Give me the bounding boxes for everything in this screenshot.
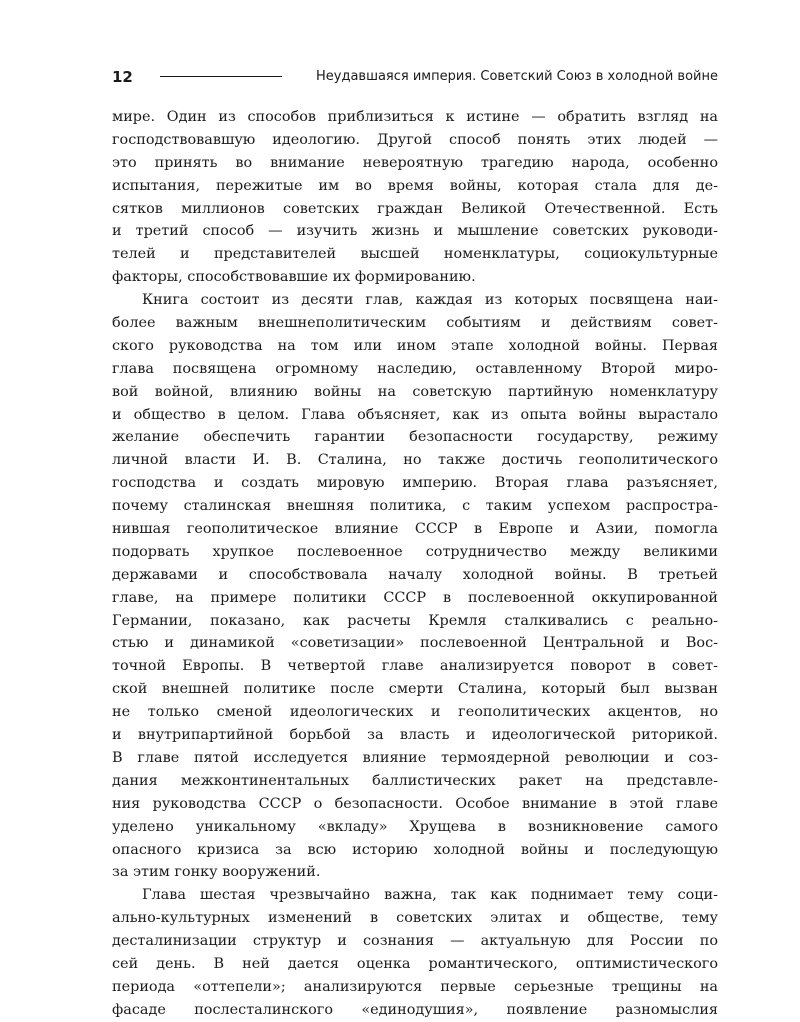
text-line: главе, на примере политики СССР в послевоенной оккупированной	[112, 589, 718, 606]
text-line: десталинизации структур и сознания — актуальную для России по	[112, 933, 718, 950]
text-line: ской внешней политике после смерти Сталина, который был вызван	[112, 681, 718, 698]
text-line: периода «оттепели»; анализируются первые серьезные трещины на	[112, 978, 718, 995]
text-line: господства и создать мировую империю. Вторая глава разъясняет,	[112, 475, 718, 492]
text-line: точной Европы. В четвертой главе анализируется поворот в совет-	[112, 658, 718, 675]
text-line: нившая геополитическое влияние СССР в Европе и Азии, помогла	[112, 521, 718, 538]
text-line: стью и динамикой «советизации» послевоенной Центральной и Вос-	[112, 635, 718, 652]
header-rule	[160, 76, 282, 77]
text-line: ния руководства СССР о безопасности. Особое внимание в этой главе	[112, 795, 718, 812]
running-title: Неудавшаяся империя. Советский Союз в холодной войне	[315, 69, 718, 84]
text-line: почему сталинская внешняя политика, с таким успехом распростра-	[112, 498, 718, 515]
page-number: 12	[112, 68, 133, 86]
body-text	[112, 106, 718, 1022]
text-line: и общество в целом. Глава объясняет, как из опыта войны вырастало	[112, 406, 718, 423]
text-line: подорвать хрупкое послевоенное сотрудничество между великими	[112, 543, 718, 560]
text-line: желание обеспечить гарантии безопасности государству, режиму	[112, 429, 718, 446]
text-line: ского руководства на том или ином этапе холодной войны. Первая	[112, 337, 718, 354]
text-line: дания межконтинентальных баллистических ракет на представле-	[112, 772, 718, 789]
text-line: сей день. В ней дается оценка романтического, оптимистического	[112, 955, 718, 972]
text-line: это принять во внимание невероятную трагедию народа, особенно	[112, 154, 718, 171]
text-line: Книга состоит из десяти глав, каждая из которых посвящена наи-	[142, 292, 718, 309]
text-line: мире. Один из способов приблизиться к истине — обратить взгляд на	[112, 109, 718, 125]
text-line: личной власти И. В. Сталина, но также достичь геополитического	[112, 452, 718, 469]
running-head	[112, 66, 718, 88]
text-line: более важным внешнеполитическим событиям и действиям совет-	[112, 315, 718, 332]
text-line: и внутрипартийной борьбой за власть и идеологической риторикой.	[112, 727, 718, 744]
text-line: В главе пятой исследуется влияние термоядерной революции и соз-	[112, 749, 718, 766]
text-line: Глава шестая чрезвычайно важна, так как поднимает тему соци-	[142, 887, 718, 904]
text-line: ально-культурных изменений в советских элитах и обществе, тему	[112, 910, 718, 927]
text-line: глава посвящена огромному наследию, оставленному Второй миро-	[112, 360, 718, 377]
text-line: опасного кризиса за всю историю холодной войны и последующую	[112, 841, 718, 858]
text-line: испытания, пережитые им во время войны, которая стала для де-	[112, 177, 718, 194]
text-line: вой войной, влиянию войны на советскую партийную номенклатуру	[112, 383, 718, 400]
text-line: фасаде послесталинского «единодушия», появление разномыслия	[112, 1001, 718, 1018]
text-line: сятков миллионов советских граждан Великой Отечественной. Есть	[112, 200, 718, 217]
text-line: державами и способствовала началу холодной войны. В третьей	[112, 566, 718, 583]
text-line: не только сменой идеологических и геополитических акцентов, но	[112, 704, 718, 721]
text-line: и третий способ — изучить жизнь и мышление советских руководи-	[112, 223, 718, 240]
text-line: за этим гонку вооружений.	[112, 864, 321, 881]
text-line: Германии, показано, как расчеты Кремля сталкивались с реально-	[112, 612, 718, 629]
text-line: факторы, способствовавшие их формированию.	[112, 269, 476, 286]
text-line: телей и представителей высшей номенклатуры, социокультурные	[112, 246, 718, 263]
text-line: уделено уникальному «вкладу» Хрущева в возникновение самого	[112, 818, 718, 835]
text-line: господствовавшую идеологию. Другой способ понять этих людей —	[112, 131, 718, 148]
